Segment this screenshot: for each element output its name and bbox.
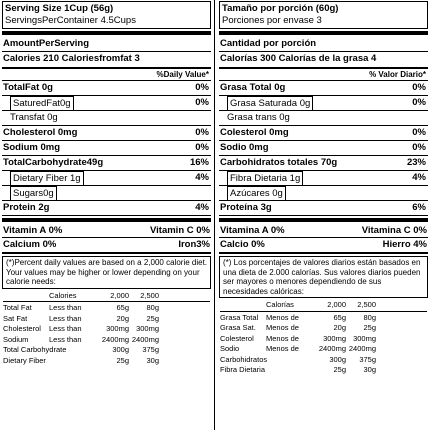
mineral-item: Calcium 0%	[3, 239, 57, 250]
nutrient-label: TotalCarbohydrate49g	[3, 157, 104, 168]
table-row	[220, 334, 427, 345]
table-row	[220, 323, 427, 334]
table-cell	[49, 345, 99, 356]
nutrient-row	[0, 126, 213, 140]
nutrient-daily-value: 4%	[412, 172, 426, 183]
nutrient-label: Grasa Saturada 0g	[227, 96, 313, 110]
table-cell: 300mg	[106, 324, 129, 333]
nutrient-daily-value: 4%	[195, 202, 209, 213]
table-cell: 25g	[116, 355, 129, 365]
table-cell: 20g	[333, 323, 346, 332]
nutrient-daily-value: 0%	[195, 97, 209, 108]
nutrient-row	[217, 201, 430, 215]
vitamin-row	[0, 224, 213, 237]
nutrient-label: Sugars0g	[10, 186, 57, 200]
vitamin-item: Vitamin C 0%	[149, 225, 210, 236]
nutrient-row	[0, 186, 213, 200]
nutrient-daily-value: 6%	[412, 202, 426, 213]
nutrient-row	[217, 81, 430, 95]
table-cell: Sodium	[3, 334, 29, 344]
mineral-item: Iron3%	[178, 239, 210, 250]
nutrient-row	[0, 111, 213, 125]
rule	[219, 215, 428, 216]
table-cell: Total Fat	[3, 303, 32, 312]
table-row	[220, 313, 427, 324]
table-header-cell: 2,000	[327, 300, 346, 309]
vitamin-row	[217, 224, 430, 237]
table-cell: Less than	[49, 313, 82, 323]
table-row	[3, 314, 210, 325]
daily-value-table	[217, 300, 430, 376]
nutrient-daily-value: 0%	[412, 97, 426, 108]
table-row	[3, 303, 210, 314]
nutrient-daily-value: 4%	[195, 172, 209, 183]
table-header-cell	[3, 291, 49, 302]
nutrient-label: Proteína 3g	[220, 202, 272, 213]
nutrient-label: Grasa Total 0g	[220, 82, 286, 93]
nutrient-daily-value: 0%	[195, 82, 209, 93]
nutrient-row	[217, 171, 430, 185]
nutrition-label-english	[0, 0, 213, 430]
nutrient-daily-value: 0%	[412, 142, 426, 153]
panel-divider	[214, 0, 215, 430]
thick-rule	[219, 218, 428, 222]
table-cell: Colesterol	[220, 333, 254, 343]
daily-value-footnote: (*)Percent daily values are based on a 2,000 calorie diet. Your values may be higher or lower depending on your calorie needs:	[2, 256, 211, 289]
nutrient-row	[217, 96, 430, 110]
table-cell: 2400mg	[131, 334, 159, 344]
serving-size: Serving Size 1Cup (56g)	[5, 3, 114, 14]
calories-line: Calorías 300 Calorías de la grasa 4	[220, 53, 377, 64]
table-row	[3, 324, 210, 335]
daily-value-header: % Valor Diario*	[369, 70, 426, 79]
table-cell: 20g	[116, 313, 129, 323]
nutrient-row	[217, 111, 430, 125]
table-cell: Grasa Sat.	[220, 323, 256, 332]
mineral-item: Hierro 4%	[382, 239, 427, 250]
daily-value-footnote: (*) Los porcentajes de valores diarios están basados en una dieta de 2.000 calorías. Sus valores diarios pueden ser mayores o menores dependiendo de sus necesidades calóricas:	[219, 256, 428, 298]
serving-size: Tamaño por porción (60g)	[222, 3, 339, 14]
mineral-row	[217, 238, 430, 251]
table-cell: Less than	[49, 324, 82, 333]
vitamin-item: Vitamina C 0%	[361, 225, 427, 236]
amount-per-serving: AmountPerServing	[3, 38, 90, 49]
nutrient-label: Dietary Fiber 1g	[10, 171, 84, 185]
nutrient-label: Cholesterol 0mg	[3, 127, 78, 138]
table-cell: 2400mg	[318, 344, 346, 353]
table-cell: Less than	[49, 334, 82, 344]
thick-rule	[2, 31, 211, 35]
nutrient-row	[0, 201, 213, 215]
nutrient-label: Azúcares 0g	[227, 186, 286, 200]
table-cell: Carbohidratos	[220, 354, 268, 364]
table-row	[220, 344, 427, 355]
table-cell: 300mg	[136, 324, 159, 333]
table-cell: 65g	[333, 312, 346, 322]
table-cell: 375g	[359, 354, 376, 364]
table-cell: Fibra Dietaria	[220, 365, 266, 374]
daily-value-table	[0, 291, 213, 367]
medium-rule	[2, 252, 211, 254]
table-cell: 80g	[146, 303, 159, 312]
nutrient-label: Sodio 0mg	[220, 142, 269, 153]
table-cell	[266, 355, 316, 366]
table-cell: Cholesterol	[3, 324, 41, 333]
nutrient-label: TotalFat 0g	[3, 82, 53, 93]
table-cell	[49, 356, 99, 367]
nutrient-label: SaturedFat0g	[10, 96, 74, 110]
amount-per-serving: Cantidad por porción	[220, 38, 317, 49]
nutrient-row	[217, 141, 430, 155]
serving-box	[2, 1, 211, 29]
table-cell: 2400mg	[101, 334, 129, 344]
nutrient-row	[217, 186, 430, 200]
nutrient-row	[217, 156, 430, 170]
mineral-item: Calcio 0%	[220, 239, 265, 250]
nutrient-label: Grasa trans 0g	[227, 112, 290, 123]
nutrient-daily-value: 0%	[195, 142, 209, 153]
medium-rule	[219, 67, 428, 69]
table-cell: Less than	[49, 303, 82, 312]
rule	[2, 215, 211, 216]
table-cell: Dietary Fiber	[3, 355, 46, 365]
nutrient-label: Colesterol 0mg	[220, 127, 289, 138]
table-cell: 25g	[363, 323, 376, 332]
serving-box	[219, 1, 428, 29]
table-header-cell: Calories	[49, 290, 77, 300]
table-cell	[266, 365, 316, 376]
table-cell: Sodio	[220, 344, 240, 353]
table-cell: 300g	[329, 354, 346, 364]
nutrient-label: Carbohidratos totales 70g	[220, 157, 338, 168]
nutrient-row	[0, 96, 213, 110]
table-cell: 25g	[146, 313, 159, 323]
table-cell: Total Carbohydrate	[3, 345, 67, 354]
thick-rule	[2, 218, 211, 222]
nutrient-row	[0, 81, 213, 95]
vitamin-item: Vitamin A 0%	[3, 225, 63, 236]
table-row	[220, 355, 427, 366]
thick-rule	[219, 31, 428, 35]
table-cell: Sat Fat	[3, 313, 28, 323]
table-row	[3, 356, 210, 367]
medium-rule	[219, 252, 428, 254]
table-row	[3, 345, 210, 356]
table-cell: 300mg	[353, 333, 376, 343]
table-cell: 80g	[363, 312, 376, 322]
servings-per-container: Porciones por envase 3	[222, 15, 322, 26]
table-cell: 25g	[333, 365, 346, 374]
table-cell: 30g	[146, 355, 159, 365]
nutrient-label: Protein 2g	[3, 202, 50, 213]
nutrient-daily-value: 0%	[195, 127, 209, 138]
table-cell: Menos de	[266, 344, 299, 353]
nutrient-label: Sodium 0mg	[3, 142, 61, 153]
nutrient-daily-value: 0%	[412, 127, 426, 138]
table-cell: Menos de	[266, 323, 299, 332]
table-cell: 2400mg	[348, 344, 376, 353]
table-cell: 300g	[112, 345, 129, 354]
table-cell: 300mg	[323, 333, 346, 343]
table-cell: Menos de	[266, 312, 299, 322]
table-cell: 375g	[142, 345, 159, 354]
nutrient-row	[0, 156, 213, 170]
nutrient-daily-value: 23%	[406, 157, 426, 168]
table-row	[220, 365, 427, 376]
nutrient-daily-value: 0%	[412, 82, 426, 93]
table-header-cell: Calorías	[266, 300, 294, 309]
table-row	[3, 335, 210, 346]
table-header-cell: 2,000	[110, 290, 129, 300]
table-header	[3, 291, 210, 303]
table-cell: Grasa Total	[220, 312, 259, 322]
table-cell: 65g	[116, 303, 129, 312]
mineral-row	[0, 238, 213, 251]
table-header-cell	[220, 300, 266, 311]
vitamin-item: Vitamina A 0%	[220, 225, 285, 236]
table-header	[220, 300, 427, 312]
nutrient-daily-value: 16%	[189, 157, 209, 168]
table-header-cell: 2,500	[140, 290, 159, 300]
table-cell: 30g	[363, 365, 376, 374]
nutrient-row	[0, 171, 213, 185]
nutrient-row	[0, 141, 213, 155]
calories-line: Calories 210 Caloriesfromfat 3	[3, 53, 140, 64]
table-header-cell: 2,500	[357, 300, 376, 309]
nutrient-row	[217, 126, 430, 140]
servings-per-container: ServingsPerContainer 4.5Cups	[5, 15, 136, 26]
nutrient-label: Fibra Dietaria 1g	[227, 171, 303, 185]
table-cell: Menos de	[266, 333, 299, 343]
medium-rule	[2, 67, 211, 69]
nutrient-label: Transfat 0g	[10, 112, 58, 123]
daily-value-header: %Daily Value*	[156, 70, 209, 79]
nutrition-label-spanish	[217, 0, 430, 430]
